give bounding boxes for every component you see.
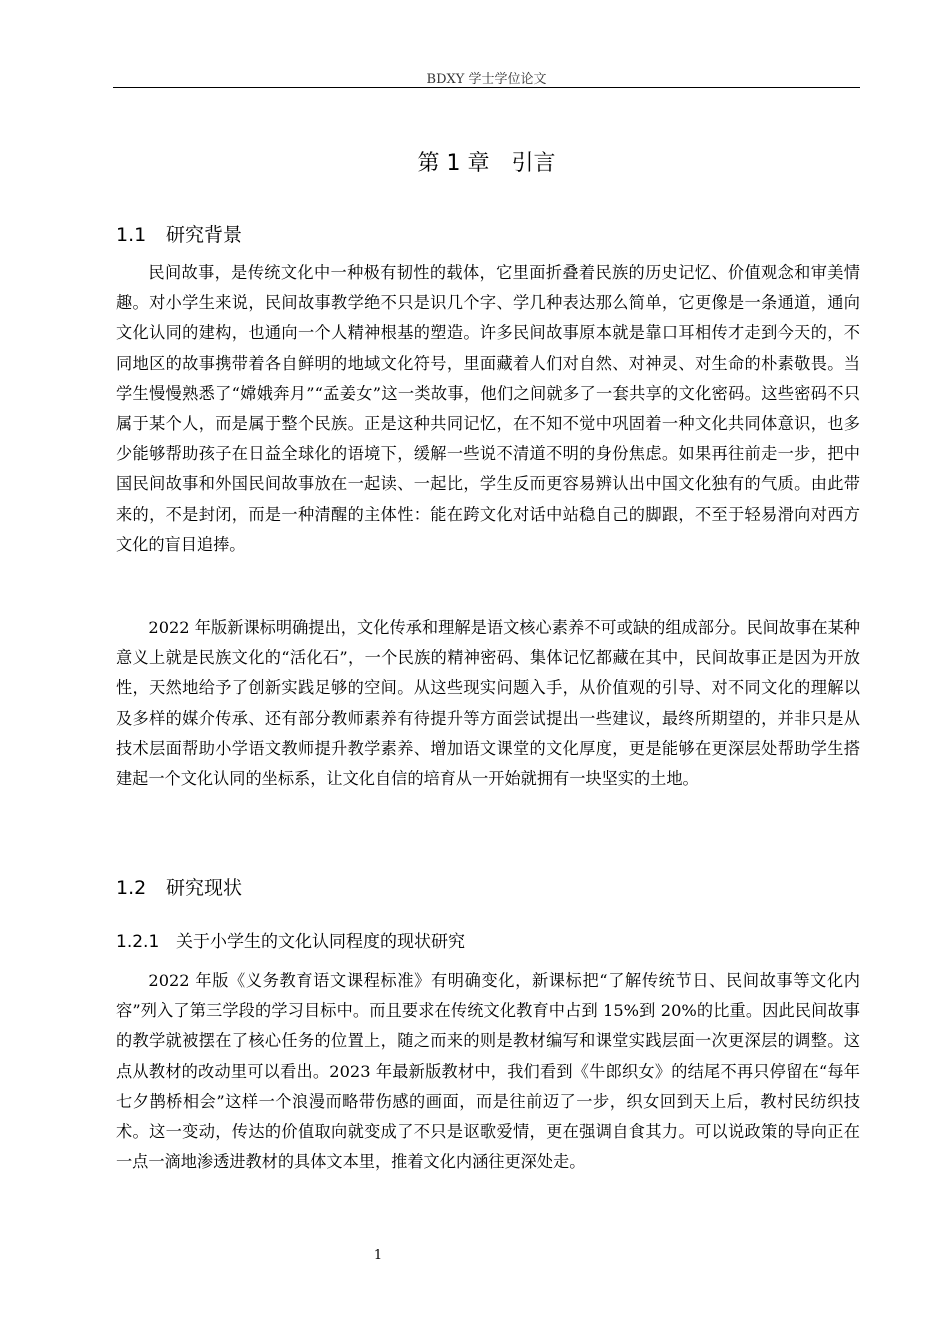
subsection-heading — [116, 927, 465, 952]
body-paragraph: 2022 年版《义务教育语文课程标准》有明确变化，新课标把“了解传统节日、民间故事等文化内容”列入了第三学段的学习目标中。而且要求在传统文化教育中占到 15%到 20%的比重。因此民间故事的教学就被摆在了核心任务的位置上，随之而来的则是教材编写和课堂实践层面一次更深层的调整。这点从教材的改动里可以看出。2023 年最新版教材中，我们看到《牛郎织女》的结尾不再只停留在“每年七夕鹊桥相会”这样一个浪漫而略带伤感的画面，而是往前迈了一步，织女回到天上后，教村民纺织技术。这一变动，传达的价值取向就变成了不只是讴歌爱情，更在强调自食其力。可以说政策的导向正在一点一滴地渗透进教材的具体文本里，推着文化内涵往更深处走。 — [116, 971, 860, 1172]
running-header: BDXY 学士学位论文 — [426, 72, 547, 87]
chapter-name: 引言 — [511, 151, 556, 176]
body-paragraph: 民间故事，是传统文化中一种极有韧性的载体，它里面折叠着民族的历史记忆、价值观念和审美情趣。对小学生来说，民间故事教学绝不只是识几个字、学几种表达那么简单，它更像是一条通道，通向文化认同的建构，也通向一个人精神根基的塑造。许多民间故事原本就是靠口耳相传才走到今天的，不同地区的故事携带着各自鲜明的地域文化符号，里面藏着人们对自然、对神灵、对生命的朴素敬畏。当学生慢慢熟悉了“嫦娥奔月”“孟姜女”这一类故事，他们之间就多了一套共享的文化密码。这些密码不只属于某个人，而是属于整个民族。正是这种共同记忆，在不知不觉中巩固着一种文化共同体意识，也多少能够帮助孩子在日益全球化的语境下，缓解一些说不清道不明的身份焦虑。如果再往前走一步，把中国民间故事和外国民间故事放在一起读、一起比，学生反而更容易辨认出中国文化独有的气质。由此带来的，不是封闭，而是一种清醒的主体性：能在跨文化对话中站稳自己的脚跟，不至于轻易滑向对西方文化的盲目追捧。 — [116, 263, 860, 554]
section-number: 1.1 — [116, 224, 147, 246]
subsection-number: 1.2.1 — [116, 932, 160, 952]
section-title: 研究现状 — [166, 877, 243, 899]
header-rule — [113, 87, 860, 88]
body-paragraph: 2022 年版新课标明确提出，文化传承和理解是语文核心素养不可或缺的组成部分。民间故事在某种意义上就是民族文化的“活化石”，一个民族的精神密码、集体记忆都藏在其中，民间故事正是因为开放性，天然地给予了创新实践足够的空间。从这些现实问题入手，从价值观的引导、对不同文化的理解以及多样的媒介传承、还有部分教师素养有待提升等方面尝试提出一些建议，最终所期望的，并非只是从技术层面帮助小学语文教师提升教学素养、增加语文课堂的文化厚度，更是能够在更深层处帮助学生搭建起一个文化认同的坐标系，让文化自信的培育从一开始就拥有一块坚实的土地。 — [116, 618, 860, 789]
section-heading-status — [116, 873, 242, 900]
chapter-title — [113, 146, 860, 177]
chapter-number: 第 1 章 — [417, 151, 490, 176]
section-heading-background — [116, 220, 242, 247]
section-number: 1.2 — [116, 877, 147, 899]
page-number: 1 — [373, 1248, 383, 1263]
subsection-title: 关于小学生的文化认同程度的现状研究 — [176, 932, 465, 952]
section-title: 研究背景 — [166, 224, 243, 246]
